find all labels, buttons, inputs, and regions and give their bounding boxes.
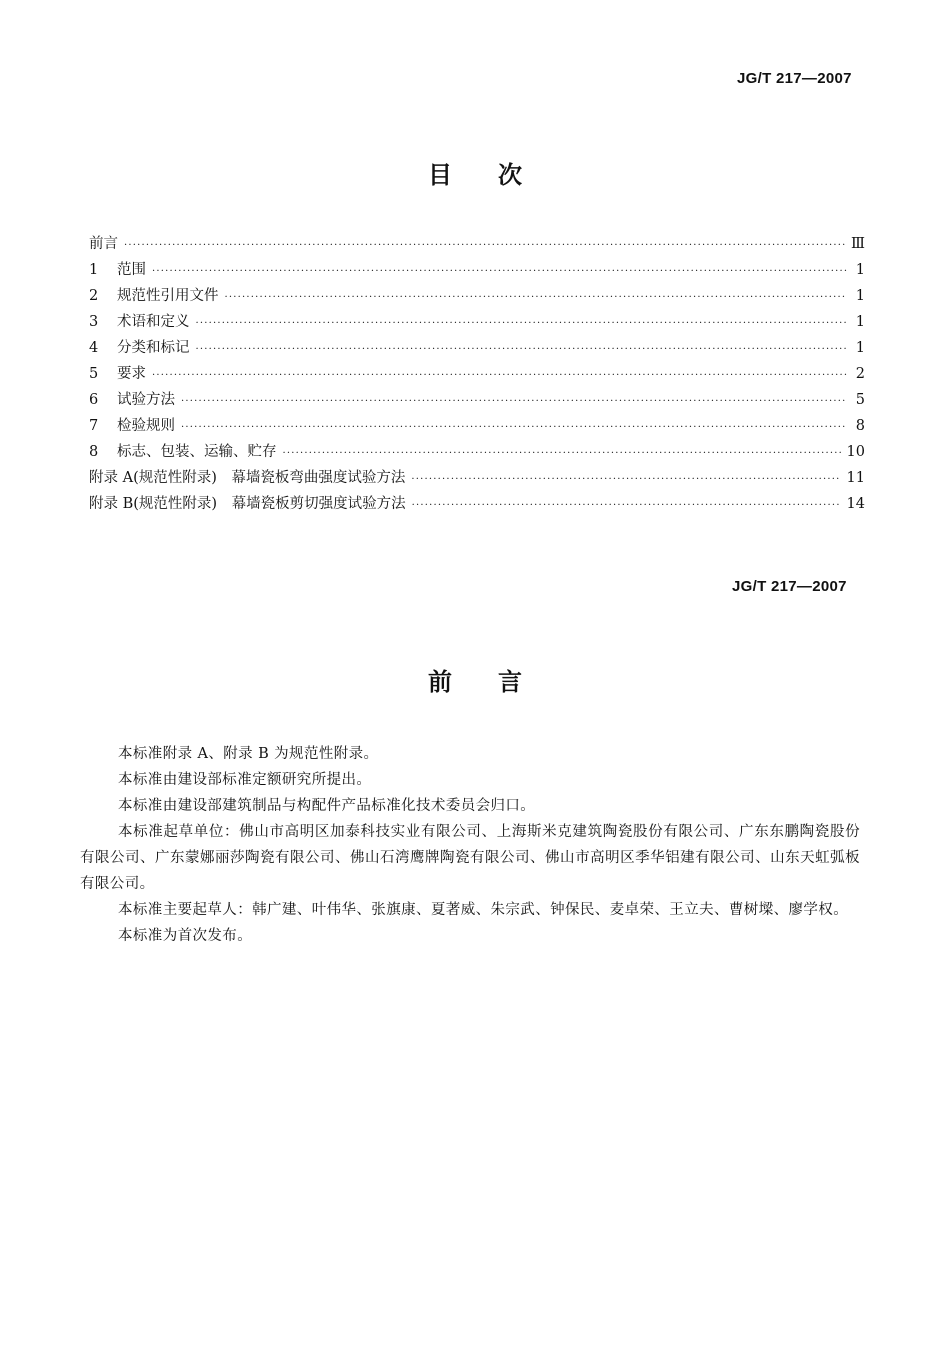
toc-entry-title: 范围 bbox=[117, 262, 146, 278]
toc-entry-preface[interactable] bbox=[89, 232, 865, 258]
toc-entry-page: 1 bbox=[855, 340, 865, 356]
toc-leader-dots bbox=[152, 370, 847, 381]
preface-paragraph: 本标准由建设部建筑制品与构配件产品标准化技术委员会归口。 bbox=[118, 798, 536, 814]
preface-paragraph: 本标准主要起草人：韩广建、叶伟华、张旗康、夏著威、朱宗武、钟保民、麦卓荣、王立夫、曹树墚、廖学权。 bbox=[118, 902, 849, 918]
toc-entry-page: 11 bbox=[846, 470, 865, 486]
toc-entry-page: 1 bbox=[855, 262, 865, 278]
toc-entry-title: 要求 bbox=[117, 366, 146, 382]
toc-entry-page: Ⅲ bbox=[851, 236, 865, 252]
toc-entry-title: 附录 B(规范性附录) 幕墙瓷板剪切强度试验方法 bbox=[89, 496, 406, 512]
toc-entry-page: 1 bbox=[855, 314, 865, 330]
preface-paragraph: 本标准为首次发布。 bbox=[118, 928, 253, 944]
toc-entry-number: 4 bbox=[89, 340, 99, 356]
toc-entry-page: 14 bbox=[846, 496, 865, 512]
toc-entry-title: 前言 bbox=[89, 236, 118, 252]
toc-entry-number: 6 bbox=[89, 392, 99, 408]
toc-entry-2[interactable] bbox=[89, 284, 865, 310]
standard-code-top: JG/T 217—2007 bbox=[737, 70, 852, 87]
toc-entry-page: 10 bbox=[846, 444, 865, 460]
toc-entry-5[interactable] bbox=[89, 362, 865, 388]
toc-entry-8[interactable] bbox=[89, 440, 865, 466]
preface-paragraph: 本标准起草单位：佛山市高明区加泰科技实业有限公司、上海斯米克建筑陶瓷股份有限公司、广东东鹏陶瓷股份有限公司、广东蒙娜丽莎陶瓷有限公司、佛山石湾鹰牌陶瓷有限公司、佛山市高明区季华铝建有限公司、山东天虹弧板有限公司。 bbox=[80, 824, 860, 892]
standard-code-second: JG/T 217—2007 bbox=[732, 578, 847, 595]
toc-heading: 目次 bbox=[428, 161, 568, 189]
toc-entry-title: 附录 A(规范性附录) 幕墙瓷板弯曲强度试验方法 bbox=[89, 470, 406, 486]
toc-entry-page: 8 bbox=[855, 418, 865, 434]
toc-entry-6[interactable] bbox=[89, 388, 865, 414]
toc-entry-title: 分类和标记 bbox=[117, 340, 190, 356]
preface-heading: 前言 bbox=[428, 668, 568, 696]
toc-entry-page: 1 bbox=[855, 288, 865, 304]
toc-entry-appendix-b[interactable] bbox=[89, 492, 865, 518]
toc-entry-number: 3 bbox=[89, 314, 99, 330]
toc-entry-title: 检验规则 bbox=[117, 418, 175, 434]
toc-leader-dots bbox=[412, 500, 841, 511]
preface-paragraph: 本标准由建设部标准定额研究所提出。 bbox=[118, 772, 372, 788]
toc-leader-dots bbox=[152, 266, 847, 277]
toc-leader-dots bbox=[124, 240, 845, 251]
toc-entry-page: 5 bbox=[855, 392, 865, 408]
toc-leader-dots bbox=[181, 396, 847, 407]
toc-entry-4[interactable] bbox=[89, 336, 865, 362]
preface-body bbox=[80, 741, 860, 949]
toc-leader-dots bbox=[411, 474, 840, 485]
toc-leader-dots bbox=[196, 344, 848, 355]
toc-entry-title: 术语和定义 bbox=[117, 314, 190, 330]
toc-entry-title: 试验方法 bbox=[117, 392, 175, 408]
toc-entry-number: 2 bbox=[89, 288, 99, 304]
toc-entry-number: 1 bbox=[89, 262, 99, 278]
toc-leader-dots bbox=[283, 448, 841, 459]
toc-entry-page: 2 bbox=[855, 366, 865, 382]
toc-entry-3[interactable] bbox=[89, 310, 865, 336]
toc-entry-number: 8 bbox=[89, 444, 99, 460]
toc-entry-1[interactable] bbox=[89, 258, 865, 284]
toc-leader-dots bbox=[181, 422, 847, 433]
preface-paragraph: 本标准附录 A、附录 B 为规范性附录。 bbox=[118, 746, 379, 762]
table-of-contents bbox=[89, 232, 865, 518]
toc-leader-dots bbox=[196, 318, 848, 329]
toc-entry-title: 标志、包装、运输、贮存 bbox=[117, 444, 277, 460]
toc-entry-title: 规范性引用文件 bbox=[117, 288, 219, 304]
toc-entry-appendix-a[interactable] bbox=[89, 466, 865, 492]
toc-entry-7[interactable] bbox=[89, 414, 865, 440]
toc-entry-number: 5 bbox=[89, 366, 99, 382]
toc-leader-dots bbox=[225, 292, 848, 303]
toc-entry-number: 7 bbox=[89, 418, 99, 434]
